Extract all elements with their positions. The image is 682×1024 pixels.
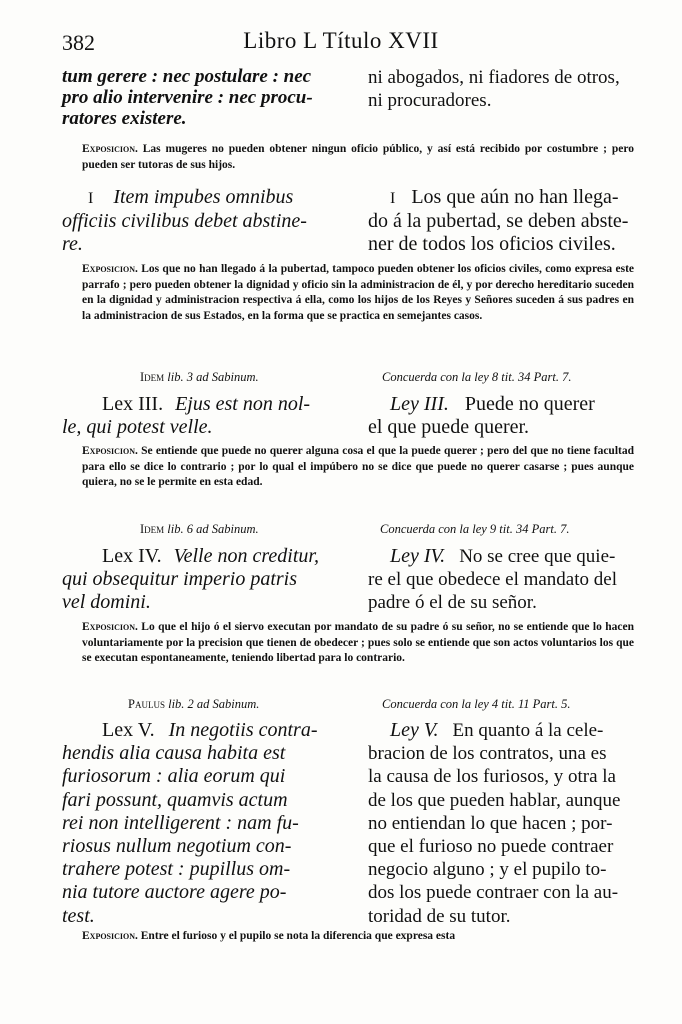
lex3-spanish [368,393,636,439]
source-ref: lib. 3 ad Sabinum. [167,370,259,384]
source-author: Idem [140,522,165,536]
exposicion-label: Exposicion. [82,143,138,155]
exposicion-text: Las mugeres no pueden obtener ningun oficio público, y así está recibido por costumbre ; pero pueden ser tutoras de sus hijos. [82,143,634,171]
item-number: I [390,190,396,207]
latin-line: riosus nullum negotium con- [62,835,292,858]
lex5-spanish [368,719,636,928]
latin-line: Item impubes omnibus [113,186,294,208]
lex4-spanish [368,545,636,614]
exposicion-text: Los que no han llegado á la pubertad, tampoco pueden obtener los oficios civiles, como expresa este parrafo ; pero pueden obtener la dignidad y oficio sin la administracion de él, y por derecho hereditario suceden en la dignidad y administracion respectiva á ella, como los hijos de los Reyes y Señores suceden á sus padres en la administracion de sus Estados, en la forma que se practica en semejantes casos. [82,263,635,322]
exposicion-label: Exposicion. [82,445,138,457]
spanish-line: ni procuradores. [368,90,492,111]
latin-line: le, qui potest velle. [62,416,213,438]
latin-line: hendis alia causa habita est [62,742,286,765]
lex4-latin [62,545,352,614]
spanish-line: de los que pueden hablar, aunque [368,789,621,811]
ley-title: Ley IV. [390,545,446,567]
source-author: Paulus [128,697,165,711]
spanish-line: bracion de los contratos, una es [368,743,607,765]
lex4-section [62,545,636,614]
page-number: 382 [62,30,95,55]
latin-line: re. [62,233,83,255]
latin-line: ratores existere. [62,108,187,129]
exposicion-3 [82,444,634,491]
lex3-latin [62,393,352,439]
top-section [62,66,636,129]
spanish-line: Los que aún no han llega- [411,186,619,208]
spanish-line: re el que obedece el mandato del [368,569,617,590]
latin-line: Ejus est non nol- [175,393,311,415]
latin-line: pro alio intervenire : nec procu- [62,87,313,108]
spanish-line: dos los puede contraer con la au- [368,882,619,904]
spanish-line: ni abogados, ni fiadores de otros, [368,67,620,88]
latin-line: qui obsequitur imperio patris [62,568,298,590]
lex-title: Lex III. [102,393,164,415]
source-author: Idem [140,370,165,384]
lex-title: Lex IV. [102,545,162,567]
exposicion-text: Se entiende que puede no querer alguna cosa el que la puede querer ; pero del que no tiene facultad para ello se dice lo contrario ; por lo qual el impúbero no se dice que puede no querer casarse ; pues aunque quiera, no se le permite en esta edad. [82,445,634,488]
exposicion-label: Exposicion. [82,621,138,633]
exposicion-1 [82,142,634,173]
spanish-line: padre ó el de su señor. [368,592,537,613]
spanish-line: No se cree que quie- [459,546,616,567]
spanish-line: que el furioso no puede contraer [368,836,614,858]
exposicion-label: Exposicion. [82,263,138,275]
source-lex3 [140,370,259,385]
exposicion-label: Exposicion. [82,930,138,942]
latin-line: vel domini. [62,591,151,613]
item-section [62,186,636,256]
spanish-line: el que puede querer. [368,416,530,438]
latin-line: fari possunt, quamvis actum [62,788,288,811]
item-number: I [88,190,94,207]
exposicion-2 [82,262,634,324]
concord-lex4: Concuerda con la ley 9 tit. 34 Part. 7. [380,522,570,536]
spanish-line: do á la pubertad, se deben abste- [368,210,629,232]
lex-title: Lex V. [102,719,155,741]
latin-line: In negotiis contra- [168,719,318,741]
source-ref: lib. 2 ad Sabinum. [168,697,260,711]
concord-lex5: Concuerda con la ley 4 tit. 11 Part. 5. [382,697,571,711]
source-lex4 [140,522,259,537]
latin-line: test. [62,904,95,927]
source-ref: lib. 6 ad Sabinum. [167,522,259,536]
spanish-line: la causa de los furiosos, y otra la [368,766,616,788]
lex5-section [62,719,636,928]
exposicion-text: Entre el furioso y el pupilo se nota la diferencia que expresa esta [140,930,456,942]
latin-line: tum gerere : nec postulare : nec [62,66,312,87]
exposicion-text: Lo que el hijo ó el siervo executan por mandato de su padre ó su señor, no se entiende que lo hacen voluntariamente por la precision que tienen de obedecer ; pues solo se entiende que son actos voluntarios los que se executan espontaneamente, teniendo libertad para lo contrario. [82,621,634,664]
spanish-line: En quanto á la cele- [452,720,604,741]
spanish-line: ner de todos los oficios civiles. [368,233,616,255]
spanish-line: Puede no querer [464,393,595,415]
latin-line: rei non intelligerent : nam fu- [62,811,299,834]
spanish-line: negocio alguno ; y el pupilo to- [368,859,607,881]
running-head: Libro L Título XVII [243,28,439,53]
ley-title: Ley III. [390,393,449,415]
latin-line: trahere potest : pupillus om- [62,858,291,881]
source-lex5 [128,697,259,712]
top-latin [62,66,352,129]
latin-line: nia tutore auctore agere po- [62,881,287,904]
latin-line: Velle non creditur, [173,545,319,567]
exposicion-4 [82,620,634,667]
latin-line: officiis civilibus debet abstine- [62,210,307,232]
lex3-section [62,393,636,439]
exposicion-5 [82,929,634,945]
item-latin [62,186,352,256]
concord-lex3: Concuerda con la ley 8 tit. 34 Part. 7. [382,370,572,384]
latin-line: furiosorum : alia eorum qui [62,765,286,788]
spanish-line: toridad de su tutor. [368,905,511,927]
item-spanish [368,186,636,256]
ley-title: Ley V. [390,719,439,741]
top-spanish [368,66,636,129]
lex5-latin [62,719,352,928]
spanish-line: no entiendan lo que hacen ; por- [368,812,613,834]
